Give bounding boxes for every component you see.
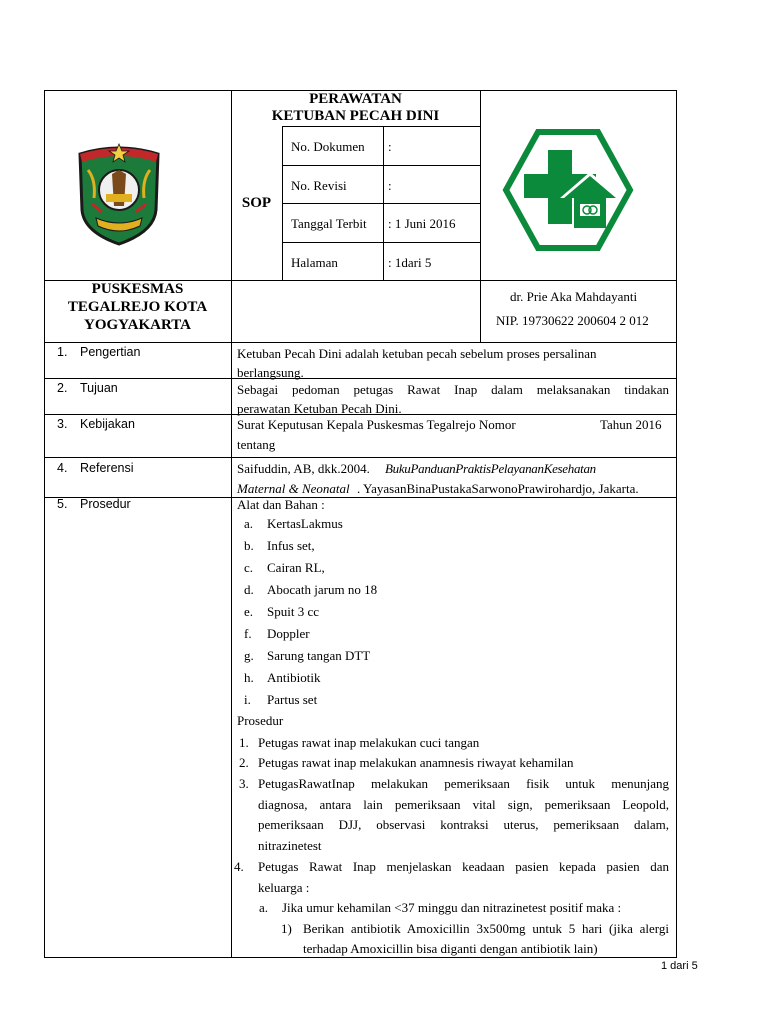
puskesmas-logo-icon xyxy=(502,128,634,252)
meta-value-tanggal-terbit: : 1 Juni 2016 xyxy=(388,216,456,231)
alat-item-b: Infus set, xyxy=(267,538,315,553)
kebijakan-text-line1b: Tahun 2016 xyxy=(600,417,662,432)
step-number-1: 1. xyxy=(239,735,249,750)
org-name-line2: TEGALREJO KOTA xyxy=(67,299,208,315)
alat-marker-f: f. xyxy=(244,626,252,641)
section-label-kebijakan: Kebijakan xyxy=(80,417,135,431)
step-3-line4: nitrazinetest xyxy=(258,838,322,853)
org-name-line1: PUSKESMAS xyxy=(91,281,184,297)
referensi-book-title: BukuPanduanPraktisPelayananKesehatan xyxy=(385,461,596,476)
alat-item-d: Abocath jarum no 18 xyxy=(267,582,378,597)
tujuan-text-line2: perawatan Ketuban Pecah Dini. xyxy=(237,401,402,416)
step-4a-text: Jika umur kehamilan <37 minggu dan nitrazinetest positif maka : xyxy=(282,900,622,915)
section-label-tujuan: Tujuan xyxy=(80,381,118,395)
tujuan-text-line1: Sebagai pedoman petugas Rawat Inap dalam melaksanakan tindakan xyxy=(237,382,669,397)
document-title-line1: PERAWATAN xyxy=(309,91,402,107)
pengertian-text-line1: Ketuban Pecah Dini adalah ketuban pecah sebelum proses persalinan xyxy=(237,346,597,361)
alat-item-i: Partus set xyxy=(267,692,318,707)
alat-item-c: Cairan RL, xyxy=(267,560,325,575)
alat-item-e: Spuit 3 cc xyxy=(267,604,319,619)
signer-nip: NIP. 19730622 200604 2 012 xyxy=(496,313,649,328)
meta-label-no-dokumen: No. Dokumen xyxy=(291,139,365,154)
sop-label: SOP xyxy=(241,195,272,211)
alat-item-a: KertasLakmus xyxy=(267,516,343,531)
referensi-book-title-cont: Maternal & Neonatal xyxy=(237,481,350,496)
pengertian-text-line2: berlangsung. xyxy=(237,365,304,380)
alat-marker-a: a. xyxy=(244,516,254,531)
alat-marker-i: i. xyxy=(244,692,251,707)
alat-marker-g: g. xyxy=(244,648,254,663)
step-4a-marker: a. xyxy=(259,900,269,915)
section-label-prosedur: Prosedur xyxy=(80,497,131,511)
step-number-3: 3. xyxy=(239,776,249,791)
step-3-line2: diagnosa, antara lain pemeriksaan vital sign, pemeriksaan Leopold, xyxy=(258,797,669,812)
alat-item-f: Doppler xyxy=(267,626,310,641)
city-emblem-icon xyxy=(74,140,164,247)
alat-marker-h: h. xyxy=(244,670,254,685)
meta-label-tanggal-terbit: Tanggal Terbit xyxy=(291,216,367,231)
referensi-publisher: . YayasanBinaPustakaSarwonoPrawirohardjo, Jakarta. xyxy=(357,481,639,496)
alat-marker-b: b. xyxy=(244,538,254,553)
step-3-line1: PetugasRawatInap melakukan pemeriksaan fisik untuk menunjang xyxy=(258,776,669,791)
section-number-tujuan: 2. xyxy=(57,381,68,395)
kebijakan-text-line1a: Surat Keputusan Kepala Puskesmas Tegalrejo Nomor xyxy=(237,417,516,432)
section-label-referensi: Referensi xyxy=(80,461,134,475)
org-name-line3: YOGYAKARTA xyxy=(84,317,191,333)
signer-name: dr. Prie Aka Mahdayanti xyxy=(510,289,638,304)
step-2-text: Petugas rawat inap melakukan anamnesis riwayat kehamilan xyxy=(258,755,574,770)
kebijakan-text-line2: tentang xyxy=(237,437,276,452)
alat-marker-c: c. xyxy=(244,560,254,575)
step-1-text: Petugas rawat inap melakukan cuci tangan xyxy=(258,735,480,750)
step-number-2: 2. xyxy=(239,755,249,770)
document-title-line2: KETUBAN PECAH DINI xyxy=(271,108,440,124)
step-4a1-marker: 1) xyxy=(281,921,292,936)
section-label-pengertian: Pengertian xyxy=(80,345,141,359)
step-4a1-line2: terhadap Amoxicillin bisa diganti dengan antibiotik lain) xyxy=(303,941,598,956)
step-4-line1: Petugas Rawat Inap menjelaskan keadaan pasien kepada pasien dan xyxy=(258,859,669,874)
meta-value-halaman: : 1dari 5 xyxy=(388,255,432,270)
alat-marker-e: e. xyxy=(244,604,254,619)
meta-value-no-revisi: : xyxy=(388,178,392,193)
prosedur-heading: Prosedur xyxy=(237,713,284,728)
step-number-4: 4. xyxy=(234,859,244,874)
meta-label-halaman: Halaman xyxy=(291,255,338,270)
section-number-kebijakan: 3. xyxy=(57,417,68,431)
section-number-pengertian: 1. xyxy=(57,345,68,359)
meta-label-no-revisi: No. Revisi xyxy=(291,178,347,193)
section-number-referensi: 4. xyxy=(57,461,68,475)
page-number: 1 dari 5 xyxy=(661,960,698,972)
alat-bahan-heading: Alat dan Bahan : xyxy=(237,497,325,512)
referensi-author: Saifuddin, AB, dkk.2004. xyxy=(237,461,370,476)
alat-marker-d: d. xyxy=(244,582,254,597)
step-3-line3: pemeriksaan DJJ, observasi kontraksi uterus, pemeriksaan dalam, xyxy=(258,817,669,832)
step-4-line2: keluarga : xyxy=(258,880,310,895)
alat-item-g: Sarung tangan DTT xyxy=(267,648,371,663)
alat-item-h: Antibiotik xyxy=(267,670,321,685)
meta-value-no-dokumen: : xyxy=(388,139,392,154)
step-4a1-line1: Berikan antibiotik Amoxicillin 3x500mg untuk 5 hari (jika alergi xyxy=(303,921,669,936)
section-number-prosedur: 5. xyxy=(57,497,68,511)
